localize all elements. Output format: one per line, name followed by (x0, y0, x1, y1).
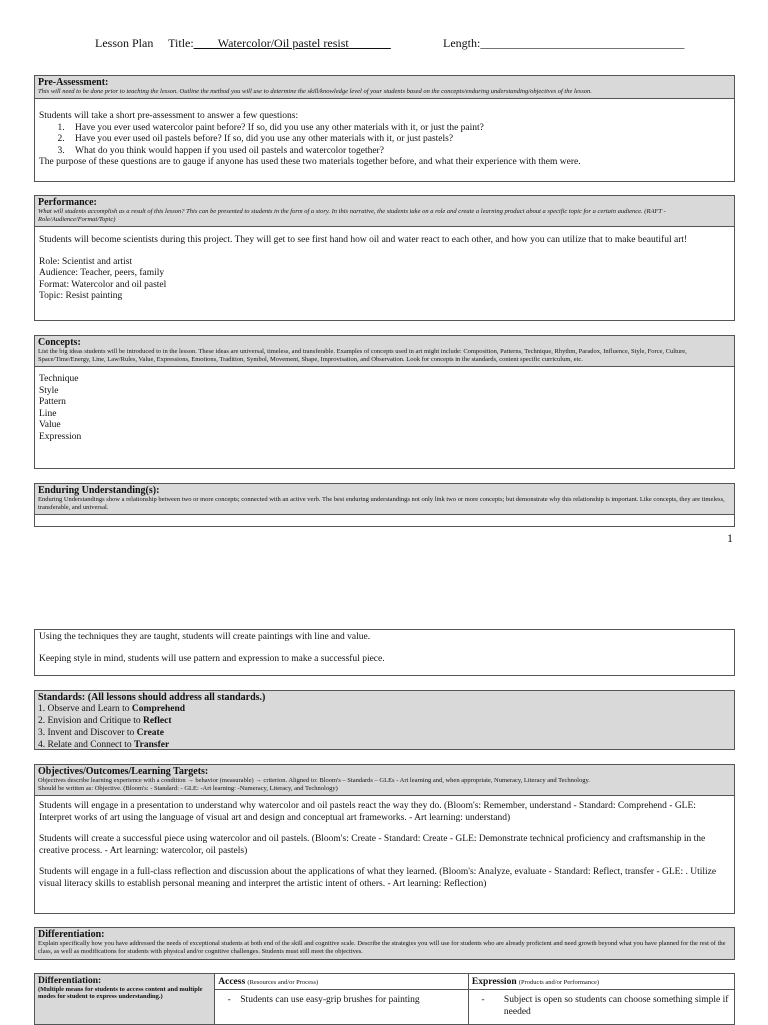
expression-header: Expression (Products and/or Performance) (471, 977, 599, 987)
title-label: Title: (168, 36, 194, 50)
concept-item: Value (39, 420, 61, 430)
standard-item: 4. Relate and Connect to Transfer (38, 740, 170, 750)
pre-assessment-intro: Students will take a short pre-assessment to answer a few questions: (39, 111, 299, 121)
pre-assessment-purpose: The purpose of these questions are to gauge if anyone has used these two materials together before, and what their experience with them were. (39, 157, 581, 167)
question-item: 2. Have you ever used oil pastels before? If so, did you use any other materials with it, or just pastels? (67, 134, 730, 146)
concepts-heading: Concepts: (38, 337, 81, 348)
pre-assessment-section (34, 75, 735, 182)
question-item: 3. What do you think would happen if you used oil pastels and watercolor together? (67, 146, 730, 158)
question-item: 1. Have you ever used watercolor paint before? If so, did you use any other materials with it, or just the paint? (67, 123, 730, 135)
differentiation-table (34, 973, 735, 1025)
pre-assessment-questions (39, 123, 730, 158)
expression-column (468, 974, 734, 1025)
performance-section (34, 195, 735, 321)
diff-col-header: Differentiation: (Multiple means for students to access content and multiple modes for student to express understanding.) (35, 974, 215, 1025)
title-value: ____Watercolor/Oil pastel resist_______ (193, 36, 391, 50)
concept-item: Pattern (39, 397, 66, 407)
pre-assessment-instruction: This will need to be done prior to teaching the lesson. Outline the method you will use to determine the skill/knowledge level of your students based on the concepts/enduring understanding/objectives of the lesson. (38, 88, 592, 95)
objectives-instruction-1: Objectives describe learning experience with a condition → behavior (measurable) → criterion. Aligned to: Bloom's – Standards – GLEs - Art learning and, when appropriate, Numeracy, Literacy and Technology. (38, 777, 590, 784)
performance-description: Students will become scientists during this project. They will get to see first hand how oil and water react to each other, and how you can utilize that to make beautiful art! (39, 235, 688, 245)
lesson-plan-header (95, 36, 685, 51)
performance-topic: Topic: Resist painting (39, 291, 123, 301)
standard-item: 1. Observe and Learn to Comprehend (38, 704, 186, 714)
performance-heading: Performance: (38, 197, 97, 208)
standard-item: 2. Envision and Critique to Reflect (38, 716, 172, 726)
standard-item: 3. Invent and Discover to Create (38, 728, 164, 738)
concepts-section (34, 335, 735, 469)
access-item: - Students can use easy-grip brushes for painting (215, 989, 468, 1010)
objectives-heading: Objectives/Outcomes/Learning Targets: (38, 766, 209, 777)
objective-item: Students will engage in a presentation to understand why watercolor and oil pastels react the way they do. (Bloom's: Remember, understand - Standard: Comprehend - GLE: Interpret works of art using the language of visual art and design and conceptual art frameworks. - Art learning: understand) (39, 801, 696, 823)
objective-item: Students will engage in a full-class reflection and discussion about the applications of what they learned. (Bloom's: Analyze, evaluate - Standard: Reflect, transfer - GLE: . Utilize visual literacy skills to establish personal meaning and interpret the artistic intent of others. - Art learning: Reflection) (39, 867, 717, 889)
enduring-continued-section (34, 629, 735, 676)
enduring-instruction: Enduring Understandings show a relationship between two or more concepts; connected with an active verb. The best enduring understandings not only link two or more concepts; but demonstrate why this relationship is important. Like concepts, they are timeless, transferable, and universal. (38, 496, 725, 511)
differentiation-section (34, 927, 735, 960)
standards-section (34, 690, 735, 750)
differentiation-instruction: Explain specifically how you have addressed the needs of exceptional students at both end of the skill and cognitive scale. Describe the strategies you will use for students who are already proficient and need growth beyond what you have planned for the rest of the class, as well as modifications for students with physical and/or cognitive challenges. Students must still meet the objectives. (38, 940, 726, 955)
concept-item: Technique (39, 374, 79, 384)
objectives-instruction-2: Should be written as: Objective. (Bloom's: - Standard: - GLE: -Art learning: -Numeracy, Literacy, and Technology) (38, 785, 338, 792)
pre-assessment-heading: Pre-Assessment: (38, 77, 109, 88)
concept-item: Expression (39, 431, 82, 442)
length-field (443, 36, 684, 51)
standards-list (38, 703, 731, 751)
concept-item: Line (39, 408, 57, 419)
enduring-line-2: Keeping style in mind, students will use pattern and expression to make a successful piece. (39, 653, 385, 664)
performance-instruction: What will students accomplish as a result of this lesson? This can be presented to students in the form of a story. In this narrative, the students take on a role and create a learning product about a specific topic for a certain audience. (RAFT - Role/Audience/Format/Topic) (38, 208, 666, 223)
enduring-heading: Enduring Understanding(s): (38, 485, 160, 496)
enduring-line-1: Using the techniques they are taught, students will create paintings with line and value. (39, 632, 371, 642)
differentiation-heading: Differentiation: (38, 929, 105, 940)
length-value: __________________________________ (480, 36, 685, 50)
enduring-section (34, 483, 735, 527)
performance-audience: Audience: Teacher, peers, family (39, 268, 165, 278)
objective-item: Students will create a successful piece using watercolor and oil pastels. (Bloom's: Create - Standard: Create - GLE: Demonstrate technical proficiency and craftsmanship in the creative process. - Art learning: watercolor, oil pastels) (39, 834, 706, 856)
page-number: 1 (727, 531, 733, 545)
standards-heading: Standards: (All lessons should address all standards.) (38, 692, 266, 703)
expression-item: - Subject is open so students can choose something simple if needed (469, 989, 734, 1022)
access-column (215, 974, 469, 1025)
performance-role: Role: Scientist and artist (39, 256, 133, 267)
length-label: Length: (443, 36, 481, 50)
access-header: Access (Resources and/or Process) (218, 977, 319, 987)
concept-item: Style (39, 385, 59, 396)
lesson-plan-label: Lesson Plan (95, 36, 154, 50)
objectives-section (34, 764, 735, 914)
concepts-instruction: List the big ideas students will be introduced to in the lesson. These ideas are universal, timeless, and transferable. Examples of concepts used in art might include: Composition, Patterns, Technique, Rhythm, Paradox, Influence, Style, Force, Culture, Space/Time/Energy, Line, Law/Rules, Value, Expressions, Emotions, Tradition, Symbol, Movement, Shape, Improvisation, and Observation. Look for concepts in the standards, content specific curriculum, etc. (38, 348, 687, 363)
performance-format: Format: Watercolor and oil pastel (39, 279, 167, 290)
